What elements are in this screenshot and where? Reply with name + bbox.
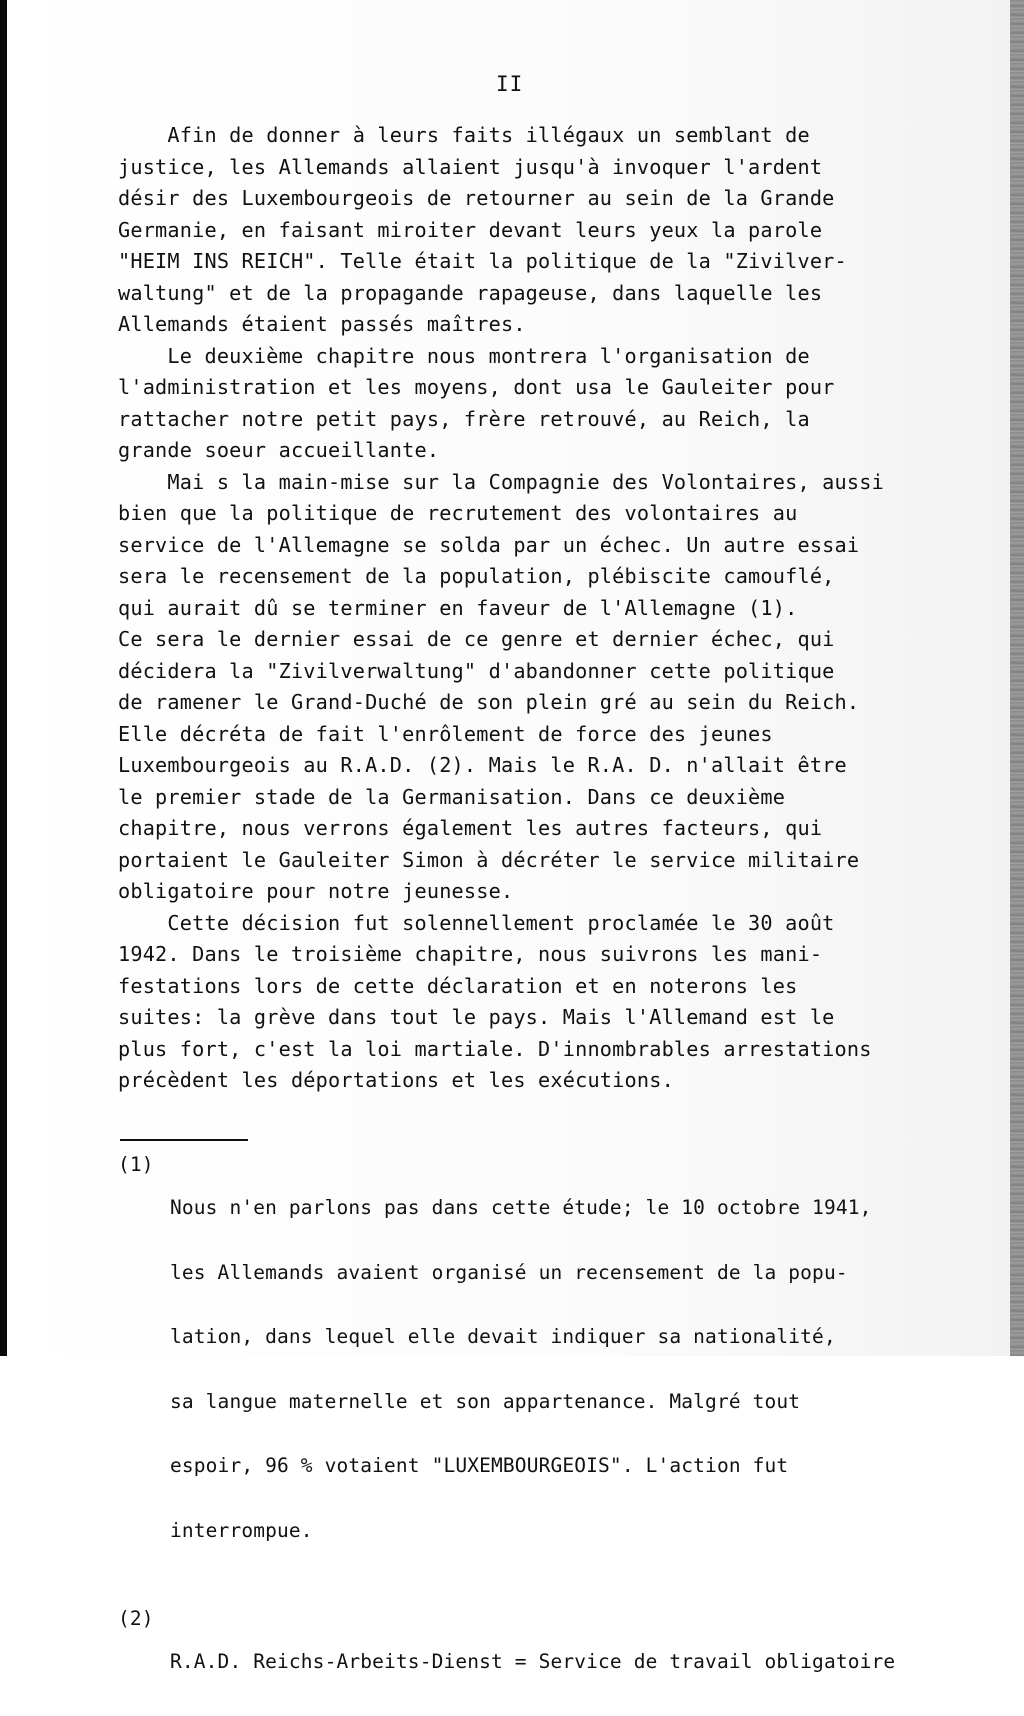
footnotes bbox=[118, 1154, 978, 1716]
footnote-mark: (2) bbox=[118, 1607, 154, 1630]
footnote-line: lation, dans lequel elle devait indiquer sa nationalité, bbox=[170, 1325, 836, 1348]
footnote-line: les Allemands avaient organisé un recensement de la popu- bbox=[170, 1260, 848, 1284]
footnote-2 bbox=[118, 1608, 978, 1716]
body-line: l'administration et les moyens, dont usa le Gauleiter pour bbox=[118, 375, 835, 399]
footnote-text bbox=[170, 1154, 872, 1584]
body-line: rattacher notre petit pays, frère retrouvé, au Reich, la bbox=[118, 406, 810, 431]
body-line: le premier stade de la Germanisation. Dans ce deuxième bbox=[118, 784, 786, 809]
body-line: festations lors de cette déclaration et en noterons les bbox=[118, 973, 798, 998]
body-line: grande soeur accueillante. bbox=[118, 438, 440, 462]
body-line: Afin de donner à leurs faits illégaux un semblant de bbox=[118, 123, 810, 147]
body-line: précèdent les déportations et les exécutions. bbox=[118, 1068, 674, 1092]
body-line: chapitre, nous verrons également les autres facteurs, qui bbox=[118, 816, 823, 840]
body-line: de ramener le Grand-Duché de son plein gré au sein du Reich. bbox=[118, 690, 860, 714]
body-line: portaient le Gauleiter Simon à décréter le service militaire bbox=[118, 847, 860, 872]
body-line: Ce sera le dernier essai de ce genre et dernier échec, qui bbox=[118, 627, 835, 651]
body-line: justice, les Allemands allaient jusqu'à invoquer l'ardent bbox=[118, 154, 823, 179]
body-line: Allemands étaient passés maîtres. bbox=[118, 312, 526, 336]
footnote-line: R.A.D. Reichs-Arbeits-Dienst = Service de travail obligatoire bbox=[170, 1650, 896, 1673]
scan-left-edge bbox=[0, 0, 7, 1356]
body-line: Cette décision fut solennellement proclamée le 30 août bbox=[118, 910, 835, 935]
page-number: II bbox=[496, 72, 524, 96]
footnote-line: Nous n'en parlons pas dans cette étude; le 10 octobre 1941, bbox=[170, 1196, 872, 1219]
footnote-mark: (1) bbox=[118, 1153, 154, 1176]
body-line: service de l'Allemagne se solda par un échec. Un autre essai bbox=[118, 532, 860, 557]
footnote-text bbox=[170, 1608, 895, 1716]
body-line: Elle décréta de fait l'enrôlement de force des jeunes bbox=[118, 721, 773, 746]
body-line: qui aurait dû se terminer en faveur de l'Allemagne (1). bbox=[118, 595, 798, 620]
scan-right-edge bbox=[1010, 0, 1024, 1356]
body-line: waltung" et de la propagande rapageuse, dans laquelle les bbox=[118, 280, 823, 305]
body-line: Germanie, en faisant miroiter devant leurs yeux la parole bbox=[118, 217, 823, 242]
body-line: obligatoire pour notre jeunesse. bbox=[118, 879, 514, 903]
body-line: plus fort, c'est la loi martiale. D'innombrables arrestations bbox=[118, 1036, 872, 1061]
body-line: Le deuxième chapitre nous montrera l'organisation de bbox=[118, 343, 810, 368]
body-line: bien que la politique de recrutement des volontaires au bbox=[118, 501, 798, 525]
footnote-separator bbox=[120, 1139, 248, 1141]
body-line: Mai s la main-mise sur la Compagnie des Volontaires, aussi bbox=[118, 469, 884, 494]
body-line: sera le recensement de la population, plébiscite camouflé, bbox=[118, 564, 835, 588]
body-line: Luxembourgeois au R.A.D. (2). Mais le R.A. D. n'allait être bbox=[118, 753, 847, 777]
footnote-line: sa langue maternelle et son appartenance. Malgré tout bbox=[170, 1389, 801, 1413]
footnote-line: espoir, 96 % votaient "LUXEMBOURGEOIS". L'action fut bbox=[170, 1454, 789, 1477]
body-line: "HEIM INS REICH". Telle était la politique de la "Zivilver- bbox=[118, 249, 847, 273]
body-line: suites: la grève dans tout le pays. Mais l'Allemand est le bbox=[118, 1005, 835, 1029]
footnote-line: interrompue. bbox=[170, 1518, 313, 1542]
body-line: décidera la "Zivilverwaltung" d'abandonner cette politique bbox=[118, 658, 835, 683]
footnote-1 bbox=[118, 1154, 978, 1584]
body-line: désir des Luxembourgeois de retourner au sein de la Grande bbox=[118, 186, 835, 210]
body-line: 1942. Dans le troisième chapitre, nous suivrons les mani- bbox=[118, 942, 823, 966]
body-text bbox=[118, 120, 898, 1097]
